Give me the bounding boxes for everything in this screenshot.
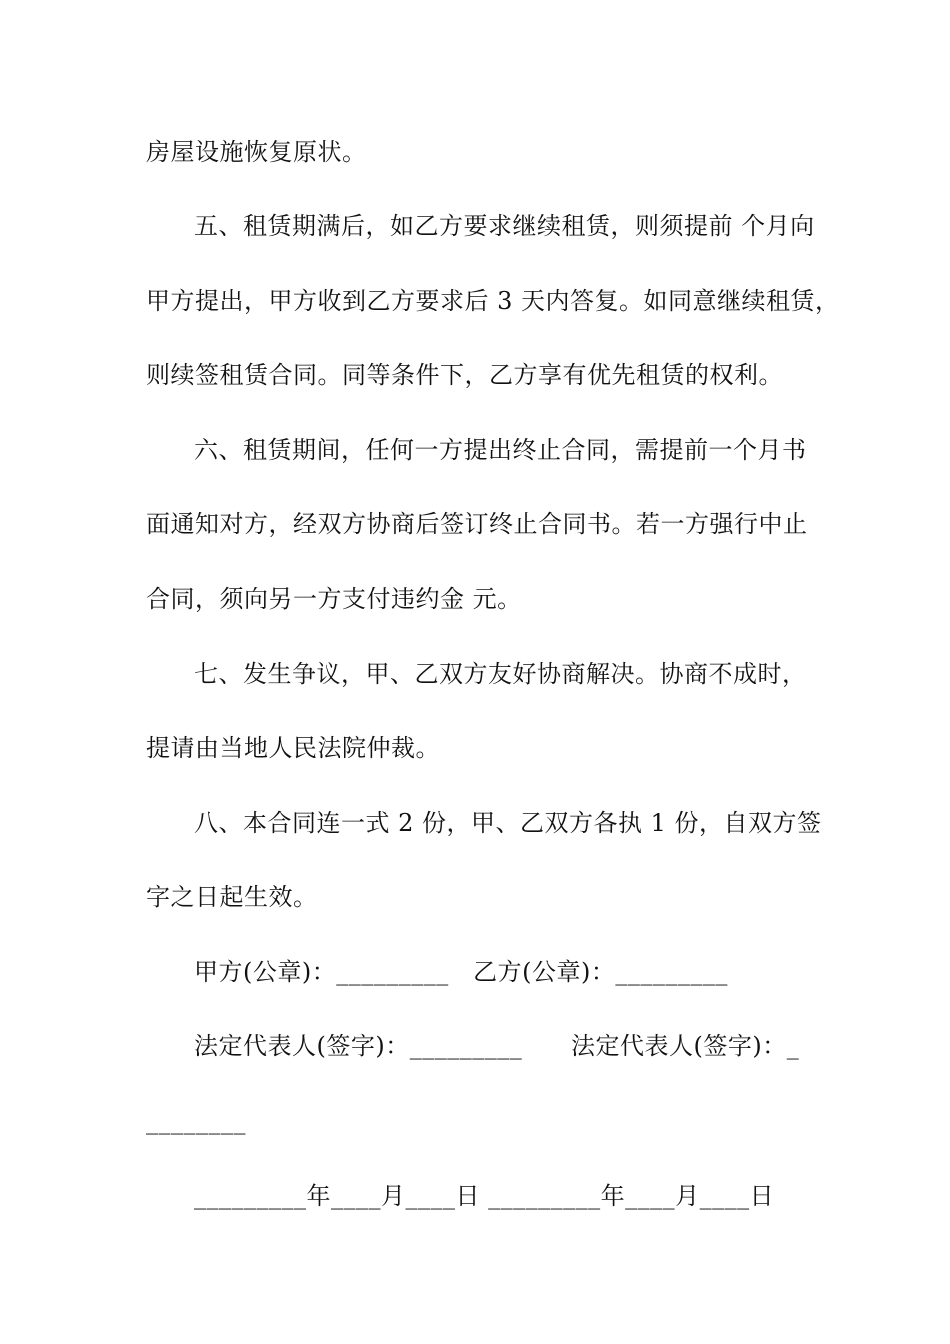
signature-line-continued: ________ bbox=[146, 1107, 246, 1135]
clause-8-line: 字之日起生效。 bbox=[146, 883, 318, 911]
signature-line: 法定代表人(签字)：_________ 法定代表人(签字)：_ bbox=[194, 1032, 800, 1060]
clause-6-line: 合同，须向另一方支付违约金 元。 bbox=[146, 585, 522, 613]
clause-5-line: 则续签租赁合同。同等条件下，乙方享有优先租赁的权利。 bbox=[146, 361, 783, 389]
date-line: _________年____月____日 _________年____月____日 bbox=[194, 1182, 775, 1210]
clause-5-line: 五、租赁期满后，如乙方要求继续租赁，则须提前 个月向 bbox=[194, 212, 815, 240]
clause-6-line: 面通知对方，经双方协商后签订终止合同书。若一方强行中止 bbox=[146, 510, 808, 538]
clause-6-line: 六、租赁期间，任何一方提出终止合同，需提前一个月书 bbox=[194, 436, 807, 464]
clause-7-line: 七、发生争议，甲、乙双方友好协商解决。协商不成时， bbox=[194, 660, 807, 688]
clause-8-line: 八、本合同连一式 2 份，甲、乙双方各执 1 份，自双方签 bbox=[194, 809, 822, 837]
clause-7-line: 提请由当地人民法院仲裁。 bbox=[146, 734, 440, 762]
clause-5-line: 甲方提出，甲方收到乙方要求后 3 天内答复。如同意继续租赁， bbox=[146, 287, 840, 315]
seal-line: 甲方(公章)：_________ 乙方(公章)：_________ bbox=[194, 958, 728, 986]
paragraph-line: 房屋设施恢复原状。 bbox=[146, 138, 367, 166]
